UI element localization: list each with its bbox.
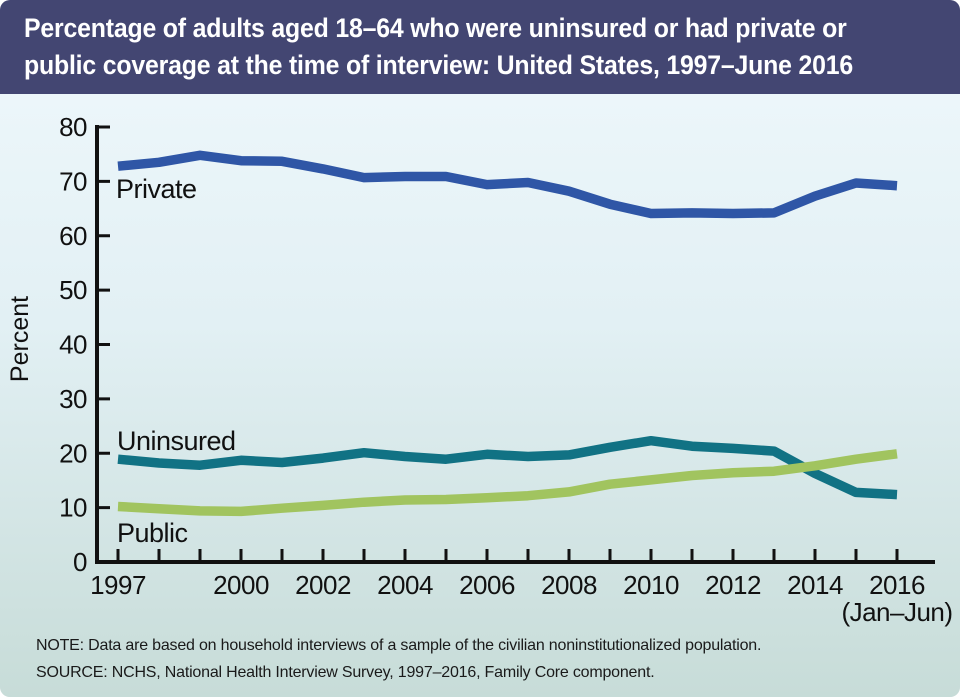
chart-title-line-2: public coverage at the time of interview: United States, 1997–June 2016 [24,50,854,80]
y-tick-label-30: 30 [59,383,87,414]
x-tick-label-2006: 2006 [459,570,515,600]
y-tick-label-20: 20 [59,438,87,469]
y-tick-label-60: 60 [59,220,87,251]
x-tick-label-2002: 2002 [295,570,351,600]
series-line-private [118,155,897,213]
y-tick-label-80: 80 [59,112,87,142]
x-axis-sublabel: (Jan–Jun) [841,597,953,627]
y-tick-label-50: 50 [59,275,87,306]
chart-area [0,94,960,697]
x-tick-label-2004: 2004 [377,570,433,600]
x-tick-label-2014: 2014 [787,570,843,600]
chart-title-line-1: Percentage of adults aged 18–64 who were uninsured or had private or [24,13,847,43]
y-tick-label-70: 70 [59,166,87,197]
y-tick-label-0: 0 [73,547,87,577]
source-text: SOURCE: NCHS, National Health Interview Survey, 1997–2016, Family Core component. [36,664,655,681]
x-tick-label-2012: 2012 [705,570,761,600]
series-label-private: Private [116,174,197,204]
y-tick-label-40: 40 [59,329,87,360]
x-tick-label-2016: 2016 [869,570,925,600]
footnotes [36,632,761,686]
series-label-public: Public [117,518,188,548]
y-tick-label-10: 10 [59,492,87,523]
y-axis-title: Percent [6,295,34,383]
chart-svg [0,94,960,697]
x-tick-label-2008: 2008 [541,570,597,600]
series-label-uninsured: Uninsured [117,426,236,456]
x-tick-label-2000: 2000 [213,570,269,600]
x-tick-label-1997: 1997 [90,570,146,600]
title-bar [0,0,960,94]
x-tick-label-2010: 2010 [623,570,679,600]
note-text: NOTE: Data are based on household interviews of a sample of the civilian noninstitutionalized population. [36,637,762,654]
